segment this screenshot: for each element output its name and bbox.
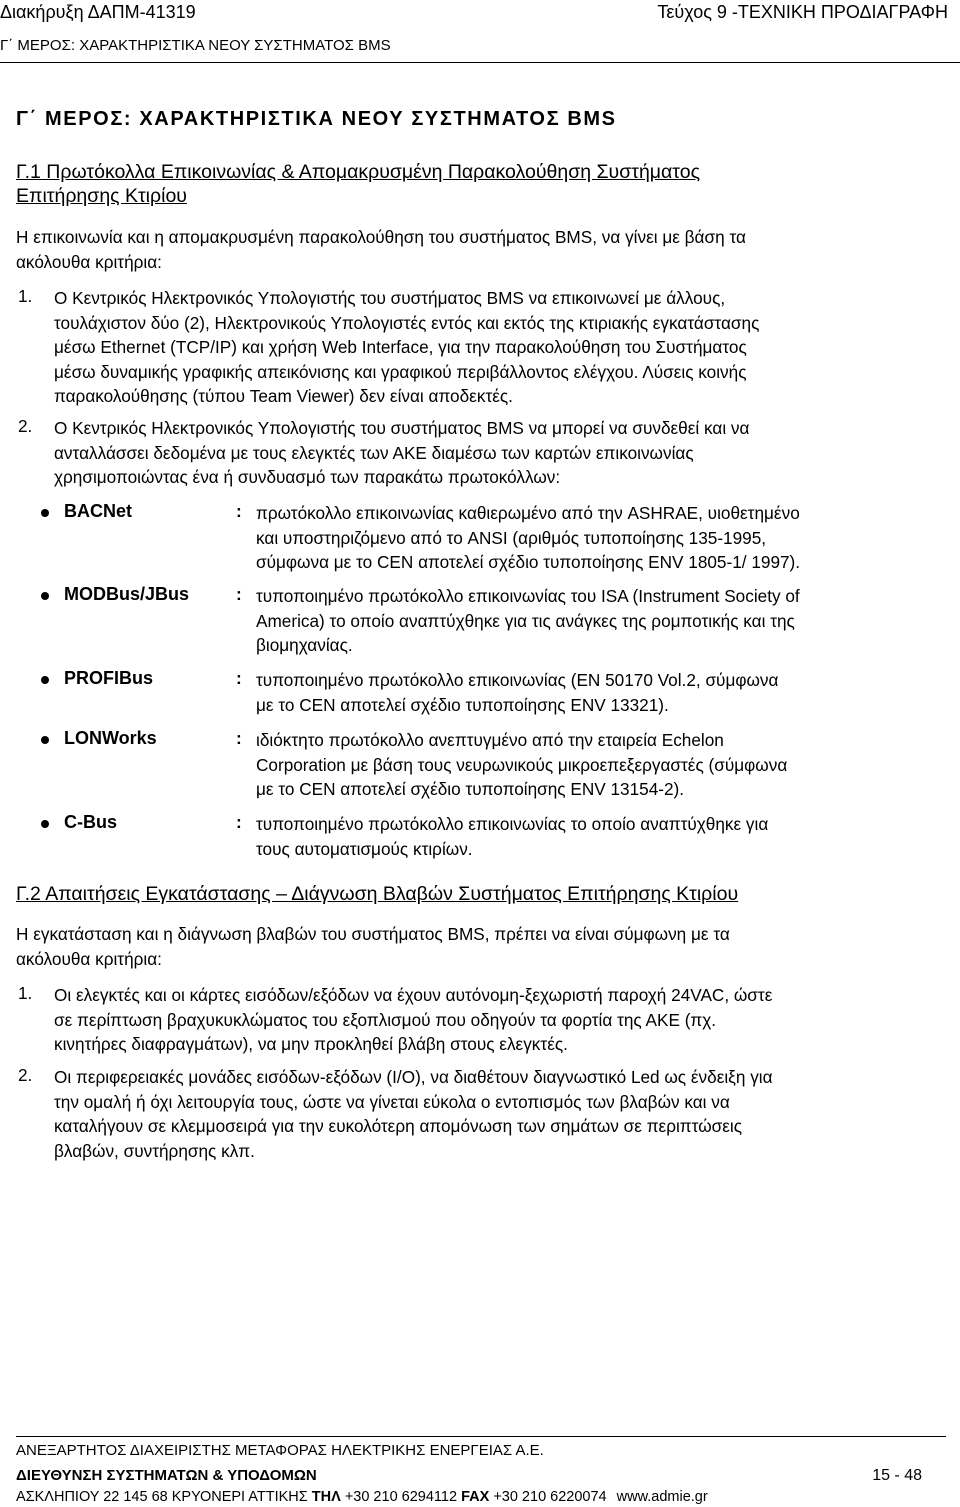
bullet-icon <box>41 736 49 744</box>
section-title: Γ΄ ΜΕΡΟΣ: ΧΑΡΑΚΤΗΡΙΣΤΙΚΑ ΝΕΟΥ ΣΥΣΤΗΜΑΤΟΣ BMS <box>16 108 617 130</box>
header-volume-title: Τεύχος 9 -ΤΕΧΝΙΚΗ ΠΡΟΔΙΑΓΡΑΦΗ <box>657 2 948 22</box>
g2-intro-line-1: Η εγκατάσταση και η διάγνωση βλαβών του συστήματος BMS, πρέπει να είναι σύμφωνη με τα <box>16 924 730 944</box>
g1-intro-line-2: ακόλουθα κριτήρια: <box>16 251 162 272</box>
g1-heading-line-2: Επιτήρησης Κτιρίου <box>16 185 187 207</box>
protocol-name: MODBus/JBus <box>64 584 190 604</box>
header-part-title: Γ΄ ΜΕΡΟΣ: ΧΑΡΑΚΤΗΡΙΣΤΙΚΑ ΝΕΟΥ ΣΥΣΤΗΜΑΤΟΣ BMS <box>0 37 391 54</box>
footer-divider <box>16 1436 946 1437</box>
protocol-description-line: Corporation με βάση τους νευρωνικούς μικροεπεξεργαστές (σύμφωνα <box>256 754 788 775</box>
g2-item-1-line: κινητήρες διαφραγμάτων), να μην προκληθεί βλάβη στους ελεγκτές. <box>54 1034 568 1054</box>
page-header <box>0 0 960 62</box>
protocol-description-line: ιδιόκτητο πρωτόκολλο ανεπτυγμένο από την εταιρεία Echelon <box>256 730 724 750</box>
g1-item-1-number: 1. <box>18 286 33 306</box>
g2-item-1-text <box>54 983 928 1057</box>
protocol-description <box>256 584 928 658</box>
g1-heading-line-1: Γ.1 Πρωτόκολλα Επικοινωνίας & Απομακρυσμένη Παρακολούθηση Συστήματος <box>16 161 700 183</box>
footer-contact <box>16 1489 708 1505</box>
bullet-icon <box>41 592 49 600</box>
g2-item-2-text <box>54 1065 928 1163</box>
g1-heading <box>16 160 936 208</box>
g2-item-2-line: βλαβών, συντήρησης κλπ. <box>54 1140 255 1161</box>
g1-item-1-line: Ο Κεντρικός Ηλεκτρονικός Υπολογιστής του συστήματος BMS να επικοινωνεί με άλλους, <box>54 288 726 308</box>
g1-item-1-line: μέσω Ethernet (TCP/IP) και χρήση Web Interface, για την παρακολούθηση του Συστήματος <box>54 337 747 357</box>
g1-item-2-text <box>54 416 928 490</box>
bullet-icon <box>41 509 49 517</box>
protocol-name: C-Bus <box>64 812 117 832</box>
protocol-colon: : <box>236 584 242 604</box>
protocol-colon: : <box>236 728 242 748</box>
bullet-icon <box>41 676 49 684</box>
g2-item-1-line: σε περίπτωση βραχυκυκλώματος του εξοπλισμού που οδηγούν τα φορτία της ΑΚΕ (πχ. <box>54 1009 717 1030</box>
protocol-description <box>256 728 928 802</box>
protocol-description-line: με το CEN αποτελεί σχέδιο τυποποίησης ENV 13321). <box>256 694 669 715</box>
protocol-description-line: America) το οποίο αναπτύχθηκε για τις ανάγκες της ρομποτικής και της <box>256 610 795 631</box>
protocol-description-line: με το CEN αποτελεί σχέδιο τυποποίησης ENV 13154-2). <box>256 779 685 799</box>
g2-item-2-line: Οι περιφερειακές μονάδες εισόδων-εξόδων (I/O), να διαθέτουν διαγνωστικό Led ως ένδειξη για <box>54 1067 773 1087</box>
header-tender-number: Διακήρυξη ΔΑΠΜ-41319 <box>0 2 196 22</box>
protocol-colon: : <box>236 812 242 832</box>
g1-intro <box>16 225 928 274</box>
g1-item-2-number: 2. <box>18 416 33 436</box>
bullet-icon <box>41 820 49 828</box>
page-number: 15 - 48 <box>872 1467 922 1484</box>
footer-department: ΔΙΕΥΘΥΝΣΗ ΣΥΣΤΗΜΑΤΩΝ & ΥΠΟΔΟΜΩΝ <box>16 1467 317 1484</box>
footer-fax-label: FAX <box>461 1489 490 1505</box>
protocol-description-line: τυποποιημένο πρωτόκολλο επικοινωνίας το οποίο αναπτύχθηκε για <box>256 814 769 834</box>
footer-tel-label: ΤΗΛ <box>311 1489 341 1505</box>
protocol-colon: : <box>236 668 242 688</box>
protocol-description <box>256 668 928 717</box>
protocol-description-line: βιομηχανίας. <box>256 635 353 655</box>
g1-item-1-line: τουλάχιστον δύο (2), Ηλεκτρονικούς Υπολογιστές εντός και εκτός της κτιριακής εγκατάστασης <box>54 312 760 333</box>
g2-item-2-line: την ομαλή ή όχι λειτουργία τους, ώστε να γίνεται εύκολα ο εντοπισμός των βλαβών και να <box>54 1091 730 1112</box>
protocol-description-line: σύμφωνα με το CEN αποτελεί σχέδιο τυποποίησης ENV 1805-1/ 1997). <box>256 552 801 572</box>
header-divider <box>0 62 960 63</box>
protocol-name: PROFIBus <box>64 668 154 688</box>
footer-fax: +30 210 6220074 <box>493 1489 607 1505</box>
protocol-description-line: πρωτόκολλο επικοινωνίας καθιερωμένο από την ASHRAE, υιοθετημένο <box>256 503 800 523</box>
footer-tel: +30 210 6294112 <box>344 1489 458 1505</box>
protocol-description <box>256 501 928 575</box>
protocol-colon: : <box>236 501 242 521</box>
g1-item-2-line: Ο Κεντρικός Ηλεκτρονικός Υπολογιστής του συστήματος BMS να μπορεί να συνδεθεί και να <box>54 418 750 438</box>
footer-address: ΑΣΚΛΗΠΙΟΥ 22 145 68 ΚΡΥΟΝΕΡΙ ΑΤΤΙΚΗΣ <box>16 1489 308 1505</box>
g2-item-2-line: καταλήγουν σε κλεμμοσειρά για την ευκολότερη απομόνωση των σημάτων σε περιπτώσεις <box>54 1116 743 1136</box>
footer-website-link[interactable]: www.admie.gr <box>616 1489 708 1505</box>
g2-heading: Γ.2 Απαιτήσεις Εγκατάστασης – Διάγνωση Βλαβών Συστήματος Επιτήρησης Κτιρίου <box>16 883 739 905</box>
protocol-description-line: τυποποιημένο πρωτόκολλο επικοινωνίας (EN 50170 Vol.2, σύμφωνα <box>256 670 779 690</box>
g1-item-2-line: χρησιμοποιώντας ένα ή συνδυασμό των παρακάτω πρωτοκόλλων: <box>54 467 561 487</box>
g2-intro-line-2: ακόλουθα κριτήρια: <box>16 948 162 969</box>
g2-item-1-number: 1. <box>18 983 33 1003</box>
protocol-description-line: τυποποιημένο πρωτόκολλο επικοινωνίας του ISA (Instrument Society of <box>256 586 800 606</box>
g1-item-1-line: παρακολούθησης (τύπου Team Viewer) δεν είναι αποδεκτές. <box>54 386 513 406</box>
protocol-description-line: τους αυτοματισμούς κτιρίων. <box>256 838 473 859</box>
g1-item-1-text <box>54 286 928 409</box>
footer-company: ΑΝΕΞΑΡΤΗΤΟΣ ΔΙΑΧΕΙΡΙΣΤΗΣ ΜΕΤΑΦΟΡΑΣ ΗΛΕΚΤΡΙΚΗΣ ΕΝΕΡΓΕΙΑΣ Α.Ε. <box>16 1442 544 1459</box>
protocol-description <box>256 812 928 861</box>
g2-item-2-number: 2. <box>18 1065 33 1085</box>
g1-item-1-line: μέσω δυναμικής γραφικής απεικόνισης και γραφικού περιβάλλοντος ελέγχου. Λύσεις κοινής <box>54 361 747 382</box>
g1-item-2-line: ανταλλάσσει δεδομένα με τους ελεγκτές των ΑΚΕ διαμέσω των καρτών επικοινωνίας <box>54 442 694 463</box>
g1-intro-line-1: Η επικοινωνία και η απομακρυσμένη παρακολούθηση του συστήματος BMS, να γίνει με βάση τα <box>16 227 746 247</box>
protocol-name: BACNet <box>64 501 133 521</box>
protocol-name: LONWorks <box>64 728 157 748</box>
g2-item-1-line: Οι ελεγκτές και οι κάρτες εισόδων/εξόδων να έχουν αυτόνομη-ξεχωριστή παροχή 24VAC, ώστε <box>54 985 773 1005</box>
protocol-description-line: και υποστηριζόμενο από το ANSI (αριθμός τυποποίησης 135-1995, <box>256 527 767 548</box>
g2-intro <box>16 922 928 971</box>
